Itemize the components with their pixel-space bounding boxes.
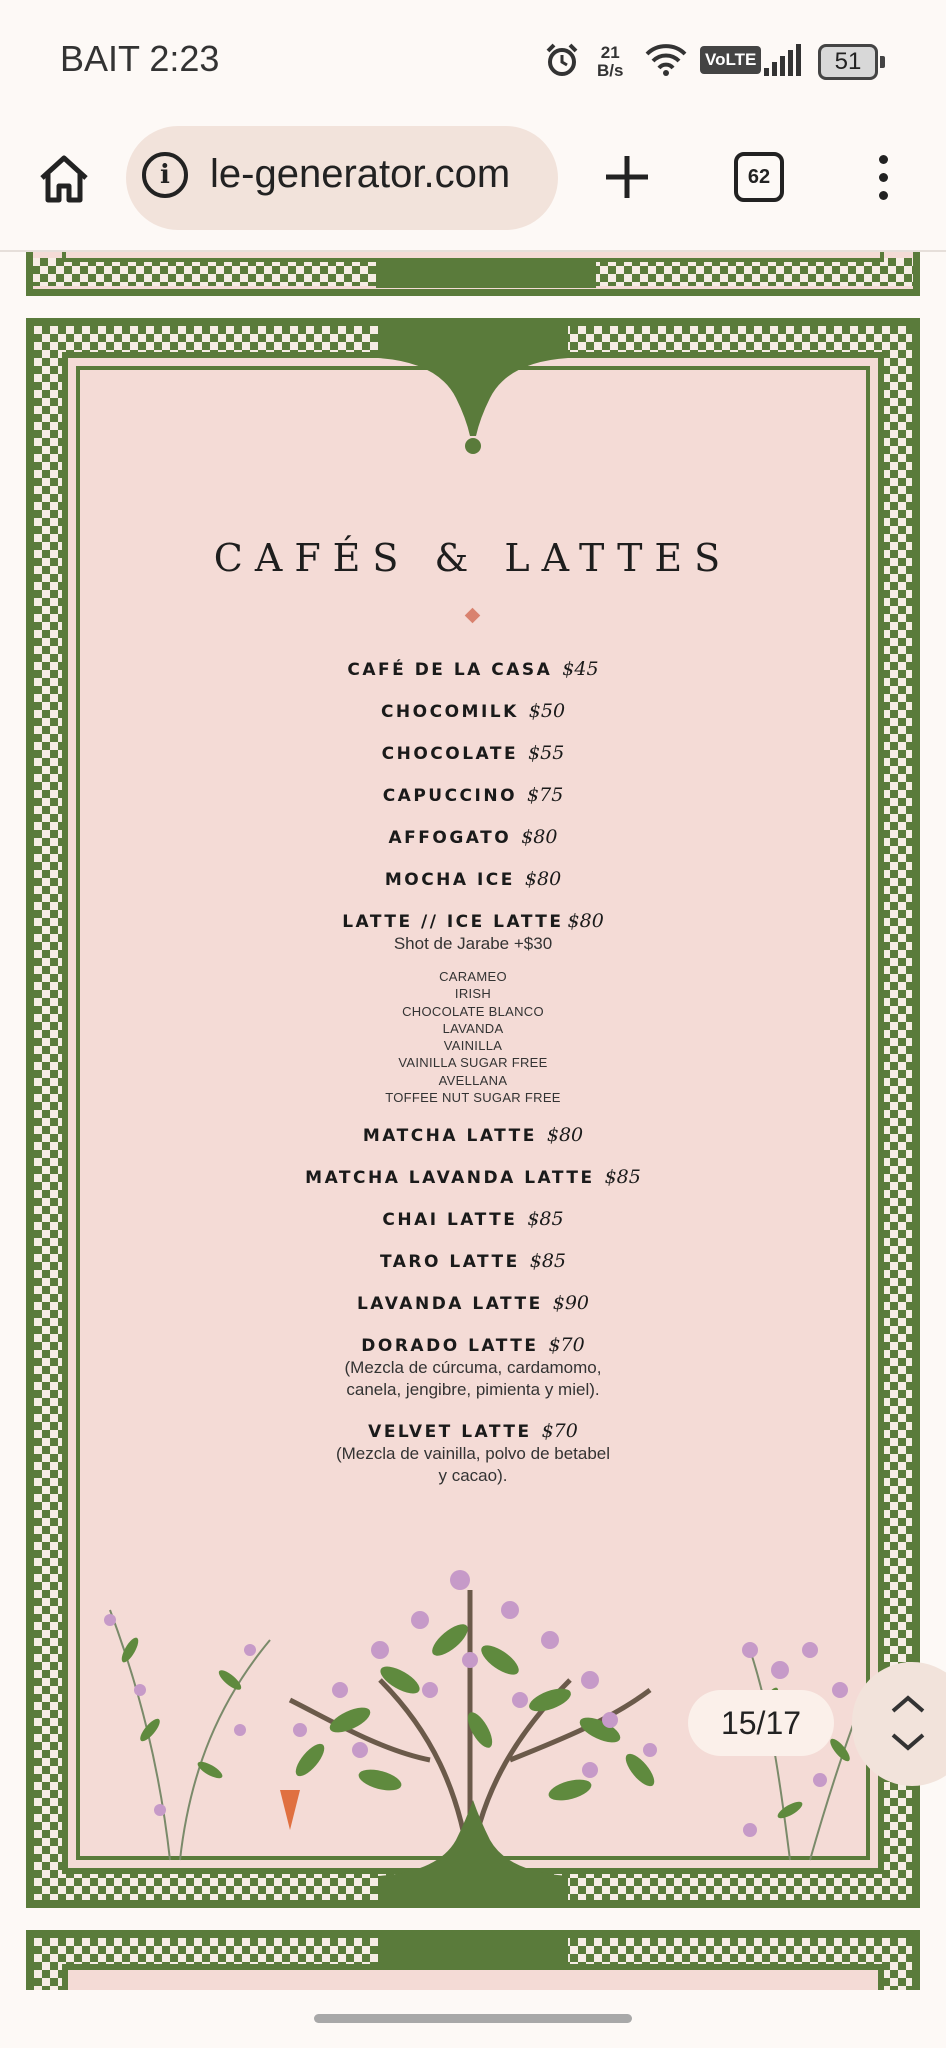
item-price: $70 bbox=[541, 1420, 578, 1443]
site-info-icon[interactable]: i bbox=[142, 152, 188, 198]
item-name: CHOCOMILK bbox=[380, 702, 519, 722]
item-price: $75 bbox=[527, 784, 564, 806]
item-name: CAPUCCINO bbox=[382, 786, 518, 806]
item-name: VELVET LATTE bbox=[368, 1422, 532, 1443]
menu-item bbox=[0, 1334, 946, 1400]
bottom-ornament bbox=[378, 1800, 568, 1908]
syrup-item: CHOCOLATE BLANCO bbox=[402, 1003, 544, 1019]
menu-item bbox=[0, 784, 946, 806]
syrup-list bbox=[0, 968, 946, 1106]
browser-toolbar bbox=[0, 120, 946, 252]
tab-switcher-button[interactable]: 62 bbox=[734, 152, 784, 202]
item-note: y cacao). bbox=[438, 1466, 508, 1486]
item-name: CAFÉ DE LA CASA bbox=[347, 660, 553, 680]
carrier-time: BAIT 2:23 bbox=[60, 38, 220, 79]
address-bar[interactable] bbox=[126, 126, 558, 230]
url-text[interactable]: le-generator.com bbox=[210, 152, 511, 196]
signal-icon bbox=[762, 42, 804, 78]
syrup-item: CARAMEO bbox=[439, 969, 507, 984]
item-price: $85 bbox=[527, 1208, 564, 1231]
menu-item bbox=[0, 1124, 946, 1146]
item-name: TARO LATTE bbox=[379, 1252, 520, 1273]
home-icon[interactable] bbox=[36, 150, 92, 206]
menu-item bbox=[0, 826, 946, 848]
menu-item bbox=[0, 1420, 946, 1486]
previous-page-edge bbox=[26, 252, 920, 296]
item-name: MOCHA ICE bbox=[384, 870, 515, 890]
chevron-down-icon[interactable] bbox=[890, 1732, 926, 1752]
item-price: $90 bbox=[552, 1292, 590, 1315]
item-name: MATCHA LATTE bbox=[362, 1126, 537, 1147]
item-name: AFFOGATO bbox=[388, 828, 512, 848]
item-name: MATCHA LAVANDA LATTE bbox=[305, 1168, 595, 1189]
overflow-menu-icon[interactable] bbox=[868, 150, 898, 210]
item-price: $55 bbox=[528, 742, 565, 764]
menu-item bbox=[0, 910, 946, 954]
menu-item bbox=[0, 1292, 946, 1314]
menu-item bbox=[0, 742, 946, 764]
item-name: LATTE // ICE LATTE bbox=[342, 912, 564, 932]
item-price: $70 bbox=[548, 1334, 585, 1357]
item-price: $80 bbox=[567, 910, 604, 932]
item-price: $80 bbox=[546, 1124, 584, 1147]
syrup-item: IRISH bbox=[454, 986, 492, 1002]
syrup-item: TOFFEE NUT SUGAR FREE bbox=[385, 1090, 561, 1106]
item-price: $85 bbox=[529, 1250, 567, 1273]
item-note: (Mezcla de vainilla, polvo de betabel bbox=[335, 1444, 611, 1464]
item-price: $85 bbox=[604, 1166, 641, 1189]
network-speed bbox=[597, 44, 623, 80]
menu-item bbox=[0, 1166, 946, 1188]
item-note: canela, jengibre, pimienta y miel). bbox=[346, 1380, 600, 1400]
menu-items bbox=[0, 658, 946, 1506]
syrup-item: AVELLANA bbox=[438, 1072, 508, 1088]
item-price: $50 bbox=[528, 700, 566, 722]
network-speed-unit: B/s bbox=[597, 61, 624, 80]
item-name: DORADO LATTE bbox=[361, 1336, 539, 1357]
menu-item bbox=[0, 700, 946, 722]
item-price: $80 bbox=[521, 826, 558, 848]
menu-item bbox=[0, 1250, 946, 1272]
chevron-up-icon[interactable] bbox=[890, 1694, 926, 1714]
next-page-edge bbox=[26, 1930, 920, 1990]
item-price: $80 bbox=[524, 868, 562, 890]
syrup-item: VAINILLA SUGAR FREE bbox=[398, 1055, 548, 1071]
status-bar bbox=[0, 0, 946, 120]
item-name: LAVANDA LATTE bbox=[356, 1294, 543, 1315]
volte-badge: VoLTE bbox=[700, 46, 761, 74]
item-note: Shot de Jarabe +$30 bbox=[393, 934, 553, 953]
item-note: (Mezcla de cúrcuma, cardamomo, bbox=[344, 1358, 602, 1378]
page-indicator: 15/17 bbox=[688, 1690, 834, 1756]
wifi-icon bbox=[644, 42, 688, 78]
alarm-icon bbox=[544, 42, 580, 78]
menu-item bbox=[0, 1208, 946, 1230]
item-name: CHAI LATTE bbox=[382, 1210, 518, 1231]
top-ornament bbox=[378, 318, 568, 458]
syrup-item: VAINILLA bbox=[443, 1038, 503, 1054]
menu-item bbox=[0, 658, 946, 680]
network-speed-value: 21 bbox=[600, 43, 620, 62]
gesture-bar[interactable] bbox=[314, 2014, 632, 2023]
menu-title: CAFÉS & LATTES bbox=[213, 536, 733, 580]
battery-icon: 51 bbox=[818, 44, 878, 80]
item-price: $45 bbox=[562, 658, 599, 680]
item-name: CHOCOLATE bbox=[381, 744, 519, 764]
menu-item bbox=[0, 868, 946, 890]
new-tab-icon[interactable] bbox=[600, 150, 654, 204]
syrup-item: LAVANDA bbox=[442, 1020, 504, 1036]
